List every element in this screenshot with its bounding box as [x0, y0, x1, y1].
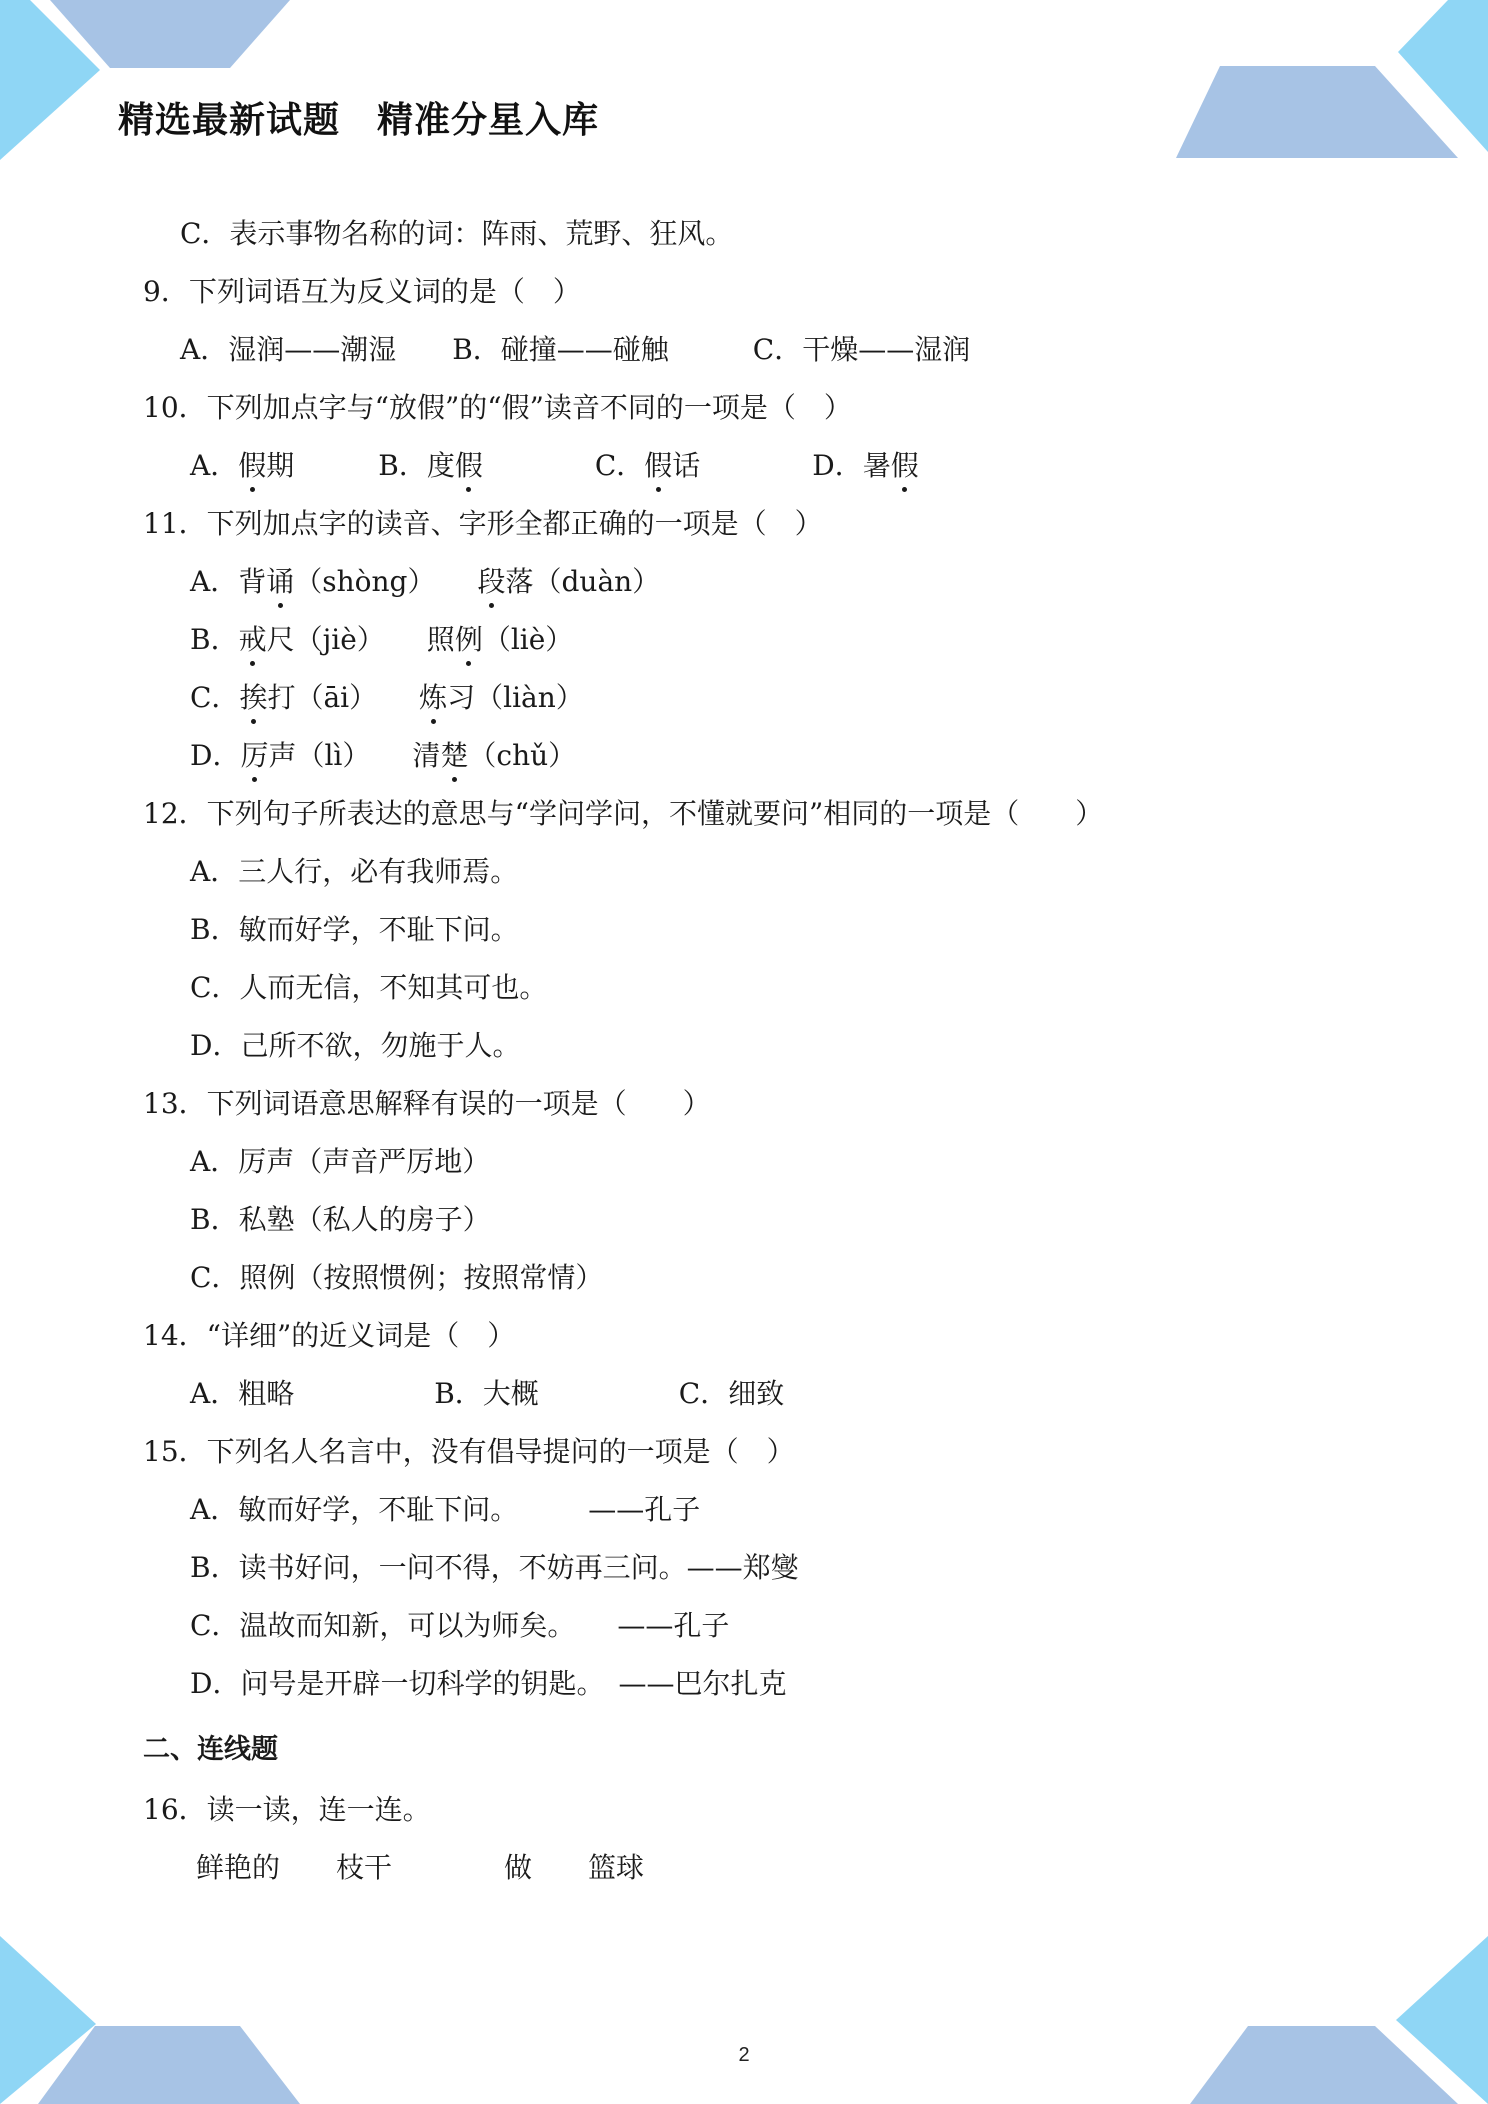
text-line: [190, 1490, 700, 1530]
text-line: [143, 1084, 711, 1124]
header-title: 精选最新试题 精准分星入库: [118, 100, 600, 141]
emphasized-char: 假: [644, 446, 672, 486]
text-segment: A．湿润——潮湿 B．碰撞——碰触 C．干燥——湿润: [180, 333, 971, 366]
emphasized-char: 戒: [239, 620, 267, 660]
text-line: [143, 388, 852, 428]
emphasized-char: 段: [477, 562, 505, 602]
emphasized-char: 厉: [240, 736, 268, 776]
text-segment: A．背: [190, 565, 267, 598]
text-segment: C．照例（按照惯例；按照常情）: [190, 1261, 604, 1294]
text-segment: B．敏而好学，不耻下问。: [190, 913, 519, 946]
text-segment: （liè）: [482, 623, 574, 656]
text-segment: A．: [190, 449, 239, 482]
text-line: [190, 910, 519, 950]
text-segment: A．厉声（声音严厉地）: [190, 1145, 491, 1178]
text-line: [190, 446, 919, 486]
emphasized-char: 挨: [239, 678, 267, 718]
page-number: 2: [738, 2044, 750, 2066]
text-segment: D．问号是开辟一切科学的钥匙。 ——巴尔扎克: [190, 1667, 787, 1700]
text-segment: C．: [190, 681, 240, 714]
text-line: [143, 1316, 515, 1356]
text-segment: B．私塾（私人的房子）: [190, 1203, 491, 1236]
text-line: [180, 330, 970, 370]
text-segment: 话 D．暑: [672, 449, 891, 482]
text-line: [190, 1258, 603, 1298]
text-line: [190, 1664, 786, 1704]
text-segment: 12．下列句子所表达的意思与“学问学问，不懂就要问”相同的一项是（ ）: [143, 797, 1104, 830]
text-segment: 声（lì） 清: [268, 739, 441, 772]
text-segment: （chǔ）: [468, 739, 577, 772]
text-segment: C．温故而知新，可以为师矣。 ——孔子: [190, 1609, 730, 1642]
text-segment: D．己所不欲，勿施于人。: [190, 1029, 521, 1062]
text-segment: C．表示事物名称的词：阵雨、荒野、狂风。: [180, 217, 734, 250]
text-segment: C．人而无信，不知其可也。: [190, 971, 548, 1004]
section-heading: [143, 1730, 278, 1770]
text-segment: 14．“详细”的近义词是（ ）: [143, 1319, 516, 1352]
text-segment: C．: [482, 449, 645, 482]
text-line: [190, 1548, 799, 1588]
text-line: [190, 968, 547, 1008]
text-segment: 打（āi）: [267, 681, 420, 714]
text-line: [190, 852, 518, 892]
text-segment: 期 B．度: [266, 449, 455, 482]
text-segment: A．粗略 B．大概 C．细致: [190, 1377, 785, 1410]
text-segment: A．三人行，必有我师焉。: [190, 855, 519, 888]
text-segment: 二、连线题: [143, 1734, 278, 1765]
text-segment: 10．下列加点字与“放假”的“假”读音不同的一项是（ ）: [143, 391, 852, 424]
text-line: [190, 1142, 490, 1182]
emphasized-char: 假: [891, 446, 919, 486]
text-line: [190, 1200, 491, 1240]
text-segment: 15．下列名人名言中，没有倡导提问的一项是（ ）: [143, 1435, 795, 1468]
text-segment: D．: [190, 739, 241, 772]
text-segment: 习（liàn）: [447, 681, 584, 714]
emphasized-char: 炼: [419, 678, 447, 718]
text-segment: （shòng）: [294, 565, 478, 598]
text-line: [143, 272, 581, 312]
emphasized-char: 假: [238, 446, 266, 486]
text-line: [190, 1026, 520, 1066]
emphasized-char: 诵: [266, 562, 294, 602]
text-line: [180, 214, 733, 254]
corner-decoration-top: [0, 0, 1488, 170]
text-segment: A．敏而好学，不耻下问。 ——孔子: [190, 1493, 701, 1526]
text-line: [190, 1374, 784, 1414]
text-segment: 11．下列加点字的读音、字形全都正确的一项是（ ）: [143, 507, 823, 540]
text-segment: B．读书好问，一问不得，不妨再三问。——郑燮: [190, 1551, 799, 1584]
text-line: [190, 620, 573, 660]
text-line: [143, 1432, 795, 1472]
text-line: [143, 1790, 431, 1830]
emphasized-char: 假: [455, 446, 483, 486]
text-line: [143, 794, 1103, 834]
text-segment: 9．下列词语互为反义词的是（ ）: [143, 275, 581, 308]
text-line: [190, 736, 576, 776]
emphasized-char: 楚: [440, 736, 468, 776]
text-line: [196, 1848, 644, 1888]
text-segment: 13．下列词语意思解释有误的一项是（ ）: [143, 1087, 711, 1120]
text-line: [190, 1606, 729, 1646]
text-segment: 尺（jiè） 照: [266, 623, 455, 656]
text-line: [190, 678, 584, 718]
emphasized-char: 例: [455, 620, 483, 660]
text-segment: 落（duàn）: [505, 565, 661, 598]
text-segment: 鲜艳的 枝干 做 篮球: [196, 1851, 645, 1884]
text-line: [190, 562, 660, 602]
text-segment: B．: [190, 623, 239, 656]
text-line: [143, 504, 823, 544]
text-segment: 16．读一读，连一连。: [143, 1793, 431, 1826]
corner-decoration-bottom: [0, 1924, 1488, 2104]
